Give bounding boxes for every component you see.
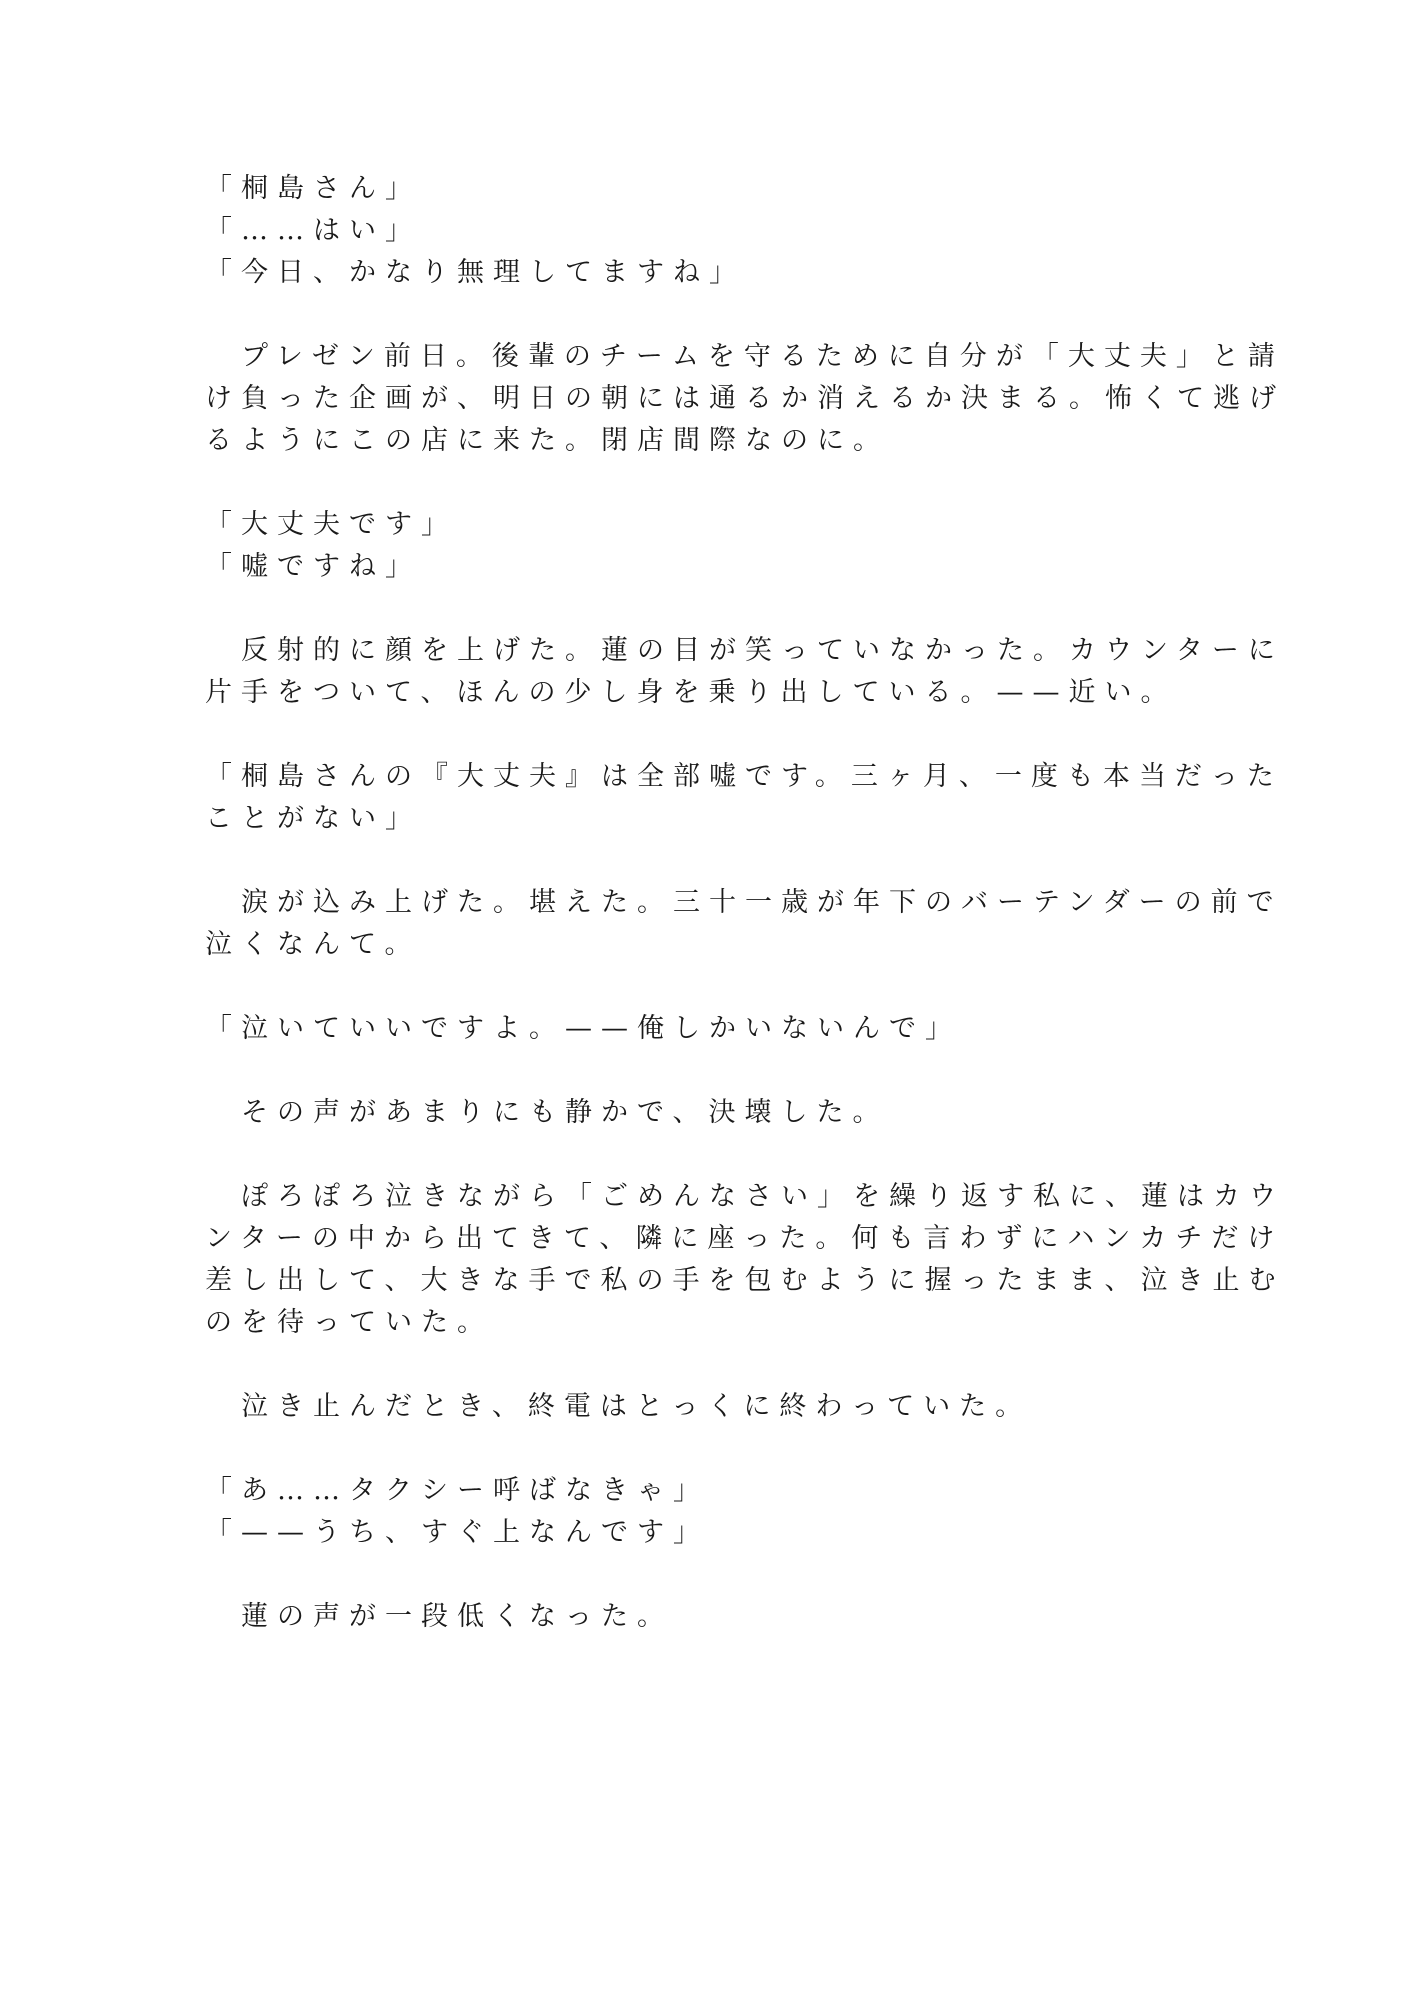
- text-line: 「今日、かなり無理してますね」: [205, 257, 745, 288]
- text-line: ことがない」: [205, 803, 421, 834]
- text-line: け負った企画が、明日の朝には通るか消えるか決まる。怖くて逃げ: [205, 383, 1285, 414]
- text-line: 泣き止んだとき、終電はとっくに終わっていた。: [205, 1391, 1032, 1422]
- blank-line: [205, 714, 1205, 756]
- body-text: [205, 168, 1285, 1638]
- blank-line: [205, 1554, 1205, 1596]
- blank-line: [205, 1344, 1205, 1386]
- text-line: 差し出して、大きな手で私の手を包むように握ったまま、泣き止む: [205, 1265, 1285, 1296]
- text-line: 「大丈夫です」: [205, 509, 457, 540]
- text-line: プレゼン前日。後輩のチームを守るために自分が「大丈夫」と請: [205, 341, 1284, 372]
- text-line: 泣くなんて。: [205, 929, 421, 960]
- blank-line: [205, 462, 1205, 504]
- text-line: るようにこの店に来た。閉店間際なのに。: [205, 425, 889, 456]
- text-line: 「嘘ですね」: [205, 551, 421, 582]
- text-line: 「——うち、すぐ上なんです」: [205, 1517, 709, 1548]
- blank-line: [205, 840, 1205, 882]
- blank-line: [205, 1050, 1205, 1092]
- blank-line: [205, 1428, 1205, 1470]
- text-line: 「……はい」: [205, 215, 421, 246]
- blank-line: [205, 1134, 1205, 1176]
- text-line: 反射的に顔を上げた。蓮の目が笑っていなかった。カウンターに: [205, 635, 1284, 666]
- blank-line: [205, 588, 1205, 630]
- text-line: 片手をついて、ほんの少し身を乗り出している。——近い。: [205, 677, 1177, 708]
- text-line: 「泣いていいですよ。——俺しかいないんで」: [205, 1013, 961, 1044]
- text-line: 「あ……タクシー呼ばなきゃ」: [205, 1475, 709, 1506]
- text-line: その声があまりにも静かで、決壊した。: [205, 1097, 889, 1128]
- text-line: 「桐島さん」: [205, 173, 421, 204]
- blank-line: [205, 966, 1205, 1008]
- text-line: ぽろぽろ泣きながら「ごめんなさい」を繰り返す私に、蓮はカウ: [205, 1181, 1285, 1212]
- text-line: のを待っていた。: [205, 1307, 493, 1338]
- text-line: 「桐島さんの『大丈夫』は全部嘘です。三ヶ月、一度も本当だった: [205, 761, 1283, 792]
- text-line: 涙が込み上げた。堪えた。三十一歳が年下のバーテンダーの前で: [205, 887, 1283, 918]
- text-line: 蓮の声が一段低くなった。: [205, 1601, 673, 1632]
- blank-line: [205, 294, 1205, 336]
- text-line: ンターの中から出てきて、隣に座った。何も言わずにハンカチだけ: [205, 1223, 1284, 1254]
